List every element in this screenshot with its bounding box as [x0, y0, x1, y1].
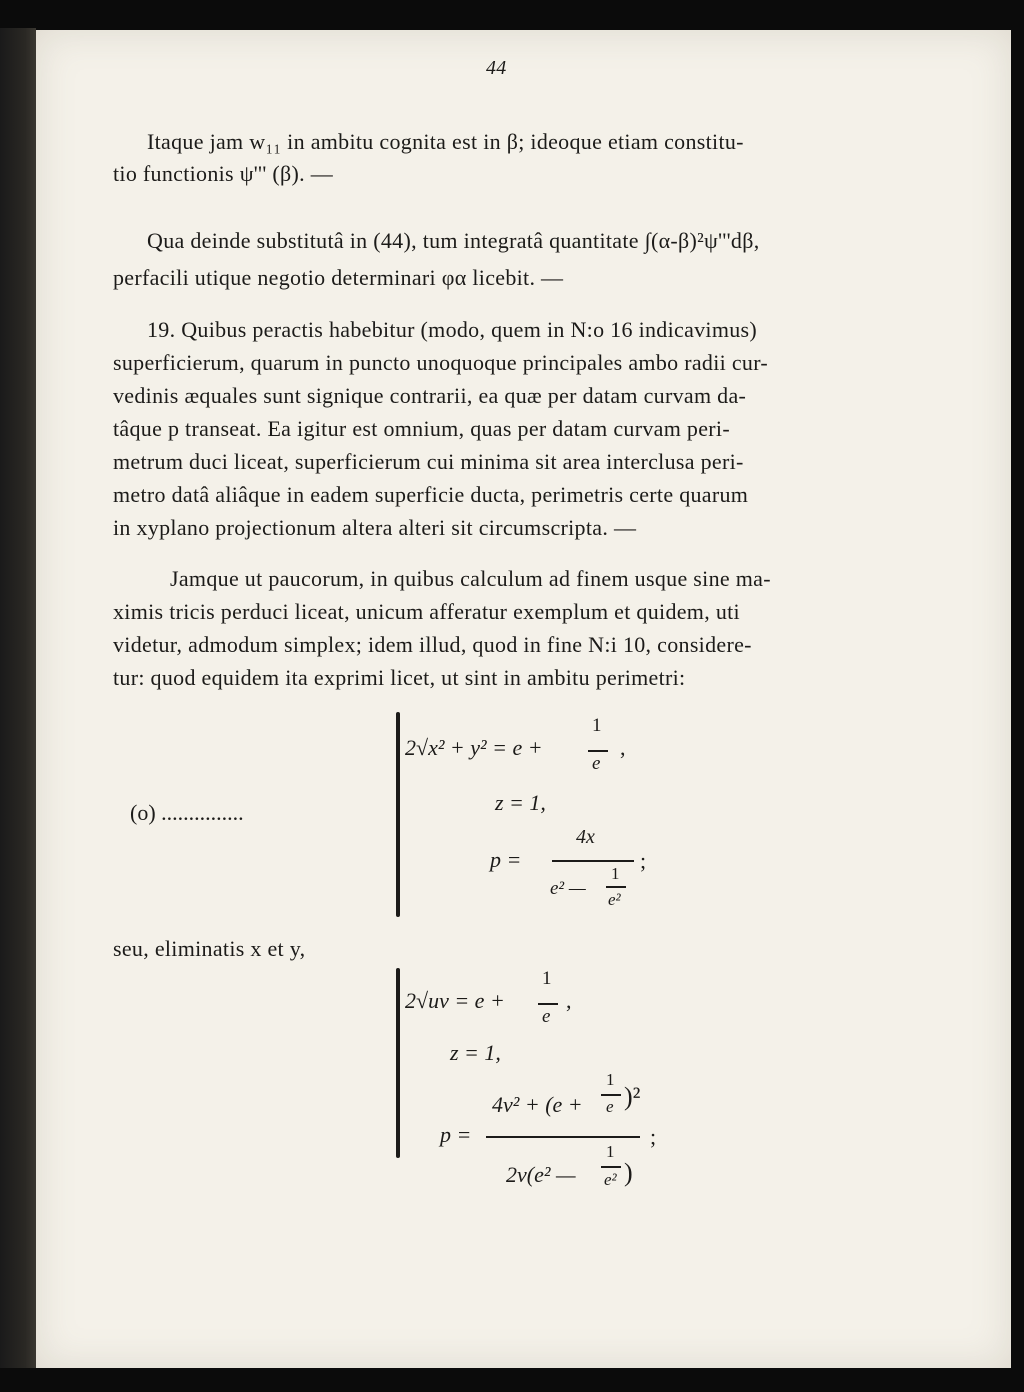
system2-eq3-den-fracbar — [601, 1166, 621, 1168]
para3-line3: vedinis æquales sunt signique contrarii, ea quæ per datam curvam da- — [113, 383, 747, 408]
para1-line2: tio functionis ψ''' (β). — — [113, 161, 334, 186]
system-label: (o) ............... — [130, 800, 244, 825]
adjacent-page-edge — [0, 28, 36, 1368]
system2-eq3-end: ; — [650, 1124, 657, 1149]
para1-line1: Itaque jam w₁₁ in ambitu cognita est in β; ideoque etiam constitu- — [147, 129, 744, 154]
system1-eq1-lhs: 2√x² + y² = e + — [405, 735, 543, 760]
para4-line4: tur: quod equidem ita exprimi licet, ut sint in ambitu perimetri: — [113, 665, 686, 690]
para3-line4: tâque p transeat. Ea igitur est omnium, quas per datam curvam peri- — [113, 416, 730, 441]
system1-eq3-den-fracbar — [606, 886, 626, 888]
system1-eq3-fracbar — [552, 860, 634, 862]
system2-eq1-den: e — [542, 1006, 551, 1027]
para3-line1: 19. Quibus peractis habebitur (modo, quem in N:o 16 indicavimus) — [147, 317, 758, 342]
system1-eq3-den-den: e² — [608, 890, 621, 909]
system1-eq3-den-a: e² — — [550, 878, 586, 899]
system2-eq3-lhs: p = — [440, 1122, 472, 1147]
system1-brace — [396, 712, 400, 917]
system2-eq1-fracbar — [538, 1003, 558, 1005]
system2-eq3-den-b: ) — [624, 1158, 633, 1187]
system2-eq1-lhs: 2√uv = e + — [405, 988, 505, 1013]
system2-eq3-num-fracbar — [601, 1094, 621, 1096]
para4-line2: ximis tricis perduci liceat, unicum afferatur exemplum et quidem, uti — [113, 599, 740, 624]
system1-eq1-end: , — [620, 735, 626, 760]
system2-eq3-fracbar — [486, 1136, 640, 1138]
para3-line5: metrum duci liceat, superficierum cui minima sit area interclusa peri- — [113, 449, 744, 474]
system2-eq3-den-a: 2v(e² — — [506, 1162, 576, 1187]
system2-eq3-num-a: 4v² + (e + — [492, 1092, 583, 1117]
system2-eq1-num: 1 — [542, 968, 552, 989]
para2-line2: perfacili utique negotio determinari φα licebit. — — [113, 265, 564, 290]
para3-line6: metro datâ aliâque in eadem superficie ducta, perimetris certe quarum — [113, 482, 749, 507]
system2-eq3-num-frac-num: 1 — [606, 1070, 615, 1089]
para4-line1: Jamque ut paucorum, in quibus calculum ad finem usque sine ma- — [170, 566, 771, 591]
system1-eq1-den: e — [592, 753, 601, 774]
system1-eq3-num: 4x — [576, 826, 595, 848]
system2-eq3-num-b: )² — [624, 1082, 641, 1111]
system1-eq3-den-num: 1 — [611, 864, 620, 883]
para3-line7: in xyplano projectionum altera alteri sit circumscripta. — — [113, 515, 637, 540]
para2-line1: Qua deinde substitutâ in (44), tum integratâ quantitate ∫(α-β)²ψ'''dβ, — [147, 228, 760, 253]
system2-eq3-den-frac-num: 1 — [606, 1142, 615, 1161]
para4-line3: videtur, admodum simplex; idem illud, quod in fine N:i 10, considere- — [113, 632, 752, 657]
system2-eq2: z = 1, — [450, 1040, 501, 1065]
system2-eq3-den-frac-den: e² — [604, 1170, 617, 1189]
system1-eq2: z = 1, — [495, 790, 546, 815]
system1-eq3-end: ; — [640, 848, 647, 873]
page-number: 44 — [486, 57, 507, 79]
system1-eq1-fracbar — [588, 750, 608, 752]
system1-eq1-num: 1 — [592, 715, 602, 736]
system1-eq3-lhs: p = — [490, 847, 522, 872]
system2-eq1-end: , — [566, 988, 572, 1013]
para3-line2: superficierum, quarum in puncto unoquoque principales ambo radii cur- — [113, 350, 769, 375]
between-text: seu, eliminatis x et y, — [113, 936, 306, 961]
system2-eq3-num-frac-den: e — [606, 1097, 614, 1116]
system2-brace — [396, 968, 400, 1158]
